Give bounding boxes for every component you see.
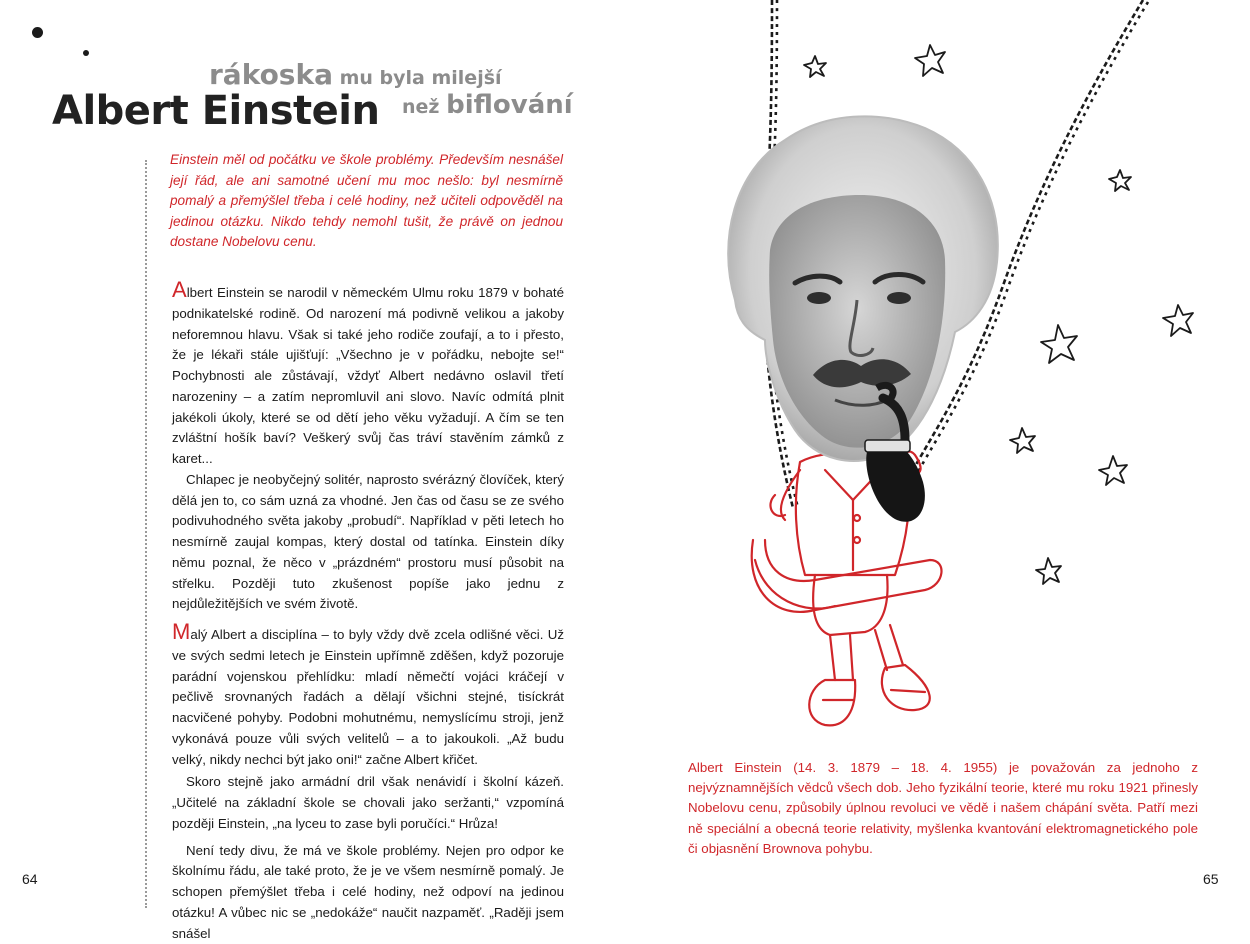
intro-paragraph: Einstein měl od počátku ve škole problémy. Především nesnášel její řád, ale ani samotné učení mu moc nešlo: byl nesmírně pomalý a přemýšlel třeba i celé hodiny, než učiteli odpověděl na jedinou otázku. Nikdo tehdy nemohl tušit, že právě on jednou dostane Nobelovu cenu.	[170, 150, 563, 253]
paragraph-1	[172, 283, 564, 470]
star-icon	[915, 45, 945, 76]
paragraph-3	[172, 625, 564, 770]
subtitle-phrase-top: mu byla milejší	[333, 67, 502, 89]
page-number-left: 64	[22, 871, 38, 887]
decorative-dot-large	[32, 27, 43, 38]
star-icon	[1041, 325, 1077, 363]
subtitle-word-biflovani: biflování	[446, 90, 573, 120]
article-body	[172, 283, 564, 944]
paragraph-4: Skoro stejně jako armádní dril však nenávidí i školní kázeň. „Učitelé na základní škole se chovali jako seržanti,“ vzpomíná později Einstein, „na lyceu to zase byli poručíci.“ Hrůza!	[172, 772, 564, 834]
photo-caption: Albert Einstein (14. 3. 1879 – 18. 4. 1955) je považován za jednoho z nejvýznamnějších vědců všech dob. Jeho fyzikální teorie, které mu roku 1921 přinesly Nobelovu cenu, způsobily úplnou revoluci ve vědě i našem chápání světa. Patří mezi ně speciální a obecná teorie relativity, myšlenka kvantování elektromagnetického pole či objasnění Brownova pohybu.	[688, 758, 1198, 859]
dropcap-a: A	[172, 277, 187, 302]
heading-subtitle-bottom	[402, 90, 573, 120]
paragraph-5: Není tedy divu, že má ve škole problémy. Nejen pro odpor ke školnímu řádu, ale také proto, že je ve všem nesmírně pomalý. Je schopen přemýšlet třeba i celé hodiny, než odpoví na jedinou otázku! A vůbec nic se „nedokáže“ naučit nazpaměť. „Raději jsem snášel	[172, 841, 564, 944]
einstein-head-photo	[728, 116, 998, 521]
heading-subtitle-top	[209, 58, 502, 91]
star-icon	[1010, 428, 1035, 453]
subtitle-word-nez: než	[402, 96, 446, 118]
subtitle-word-rakoska: rákoska	[209, 58, 333, 91]
einstein-swing-illustration	[625, 0, 1250, 760]
star-icon	[1036, 558, 1061, 584]
paragraph-3-text: alý Albert a disciplína – to byly vždy dvě zcela odlišné věci. Už ve svých sedmi letech je Einstein upřímně zděšen, když pozoruje parádní vojenskou přehlídku: mladí němečtí vojáci kráčejí v pečlivě srovnaných řadách a dělají všichni stejné, tisíckrát nacvičené pohyby. Podobni mohutnému, nemyslícímu stroji, jenž vykonává pouze vůli svých velitelů – a to jakoukoli. „Až budu velký, nikdy nechci být jako oni!“ začne Albert křičet.	[172, 627, 564, 767]
star-icon	[1109, 170, 1131, 191]
left-page	[0, 0, 625, 908]
chapter-heading	[52, 50, 582, 140]
page-title: Albert Einstein	[52, 88, 379, 134]
star-icon	[804, 56, 826, 77]
paragraph-1-text: lbert Einstein se narodil v německém Ulmu roku 1879 v bohaté podnikatelské rodině. Od narození má podivně velikou a jakoby neforemnou hlavu. Však si také jeho rodiče zoufají, a to i přesto, že je lékaři stále ujišťují: „Všechno je v pořádku, nebojte se!“ Pochybnosti ale zůstávají, vždyť Albert nedávno oslavil třetí narozeniny – a zatím nepromluvil ani slovo. Navíc odmítá plnit jakékoli úkoly, které se od dětí jeho věku vyžadují. A čím se ten zvláštní hošík baví? Veškerý svůj čas tráví stavěním zámků z karet...	[172, 285, 564, 466]
dotted-margin-rule	[145, 160, 147, 908]
paragraph-2: Chlapec je neobyčejný solitér, naprosto svérázný človíček, který dělá jen to, co sám uzná za vhodné. Jen čas od času se ze svého podivuhodného světa jakoby „probudí“. Například v pěti letech ho nesmírně zaujal kompas, který dostal od tatínka. Einstein díky němu poznal, že něco v „prázdném“ prostoru musí působit na střelku. Později tuto zkušenost popíše jako jednu z nejdůležitějších ve svém životě.	[172, 470, 564, 615]
star-icon	[1099, 456, 1127, 485]
star-icon	[1163, 305, 1193, 336]
dropcap-m: M	[172, 619, 190, 644]
right-page	[625, 0, 1250, 908]
page-number-right: 65	[1203, 871, 1219, 887]
